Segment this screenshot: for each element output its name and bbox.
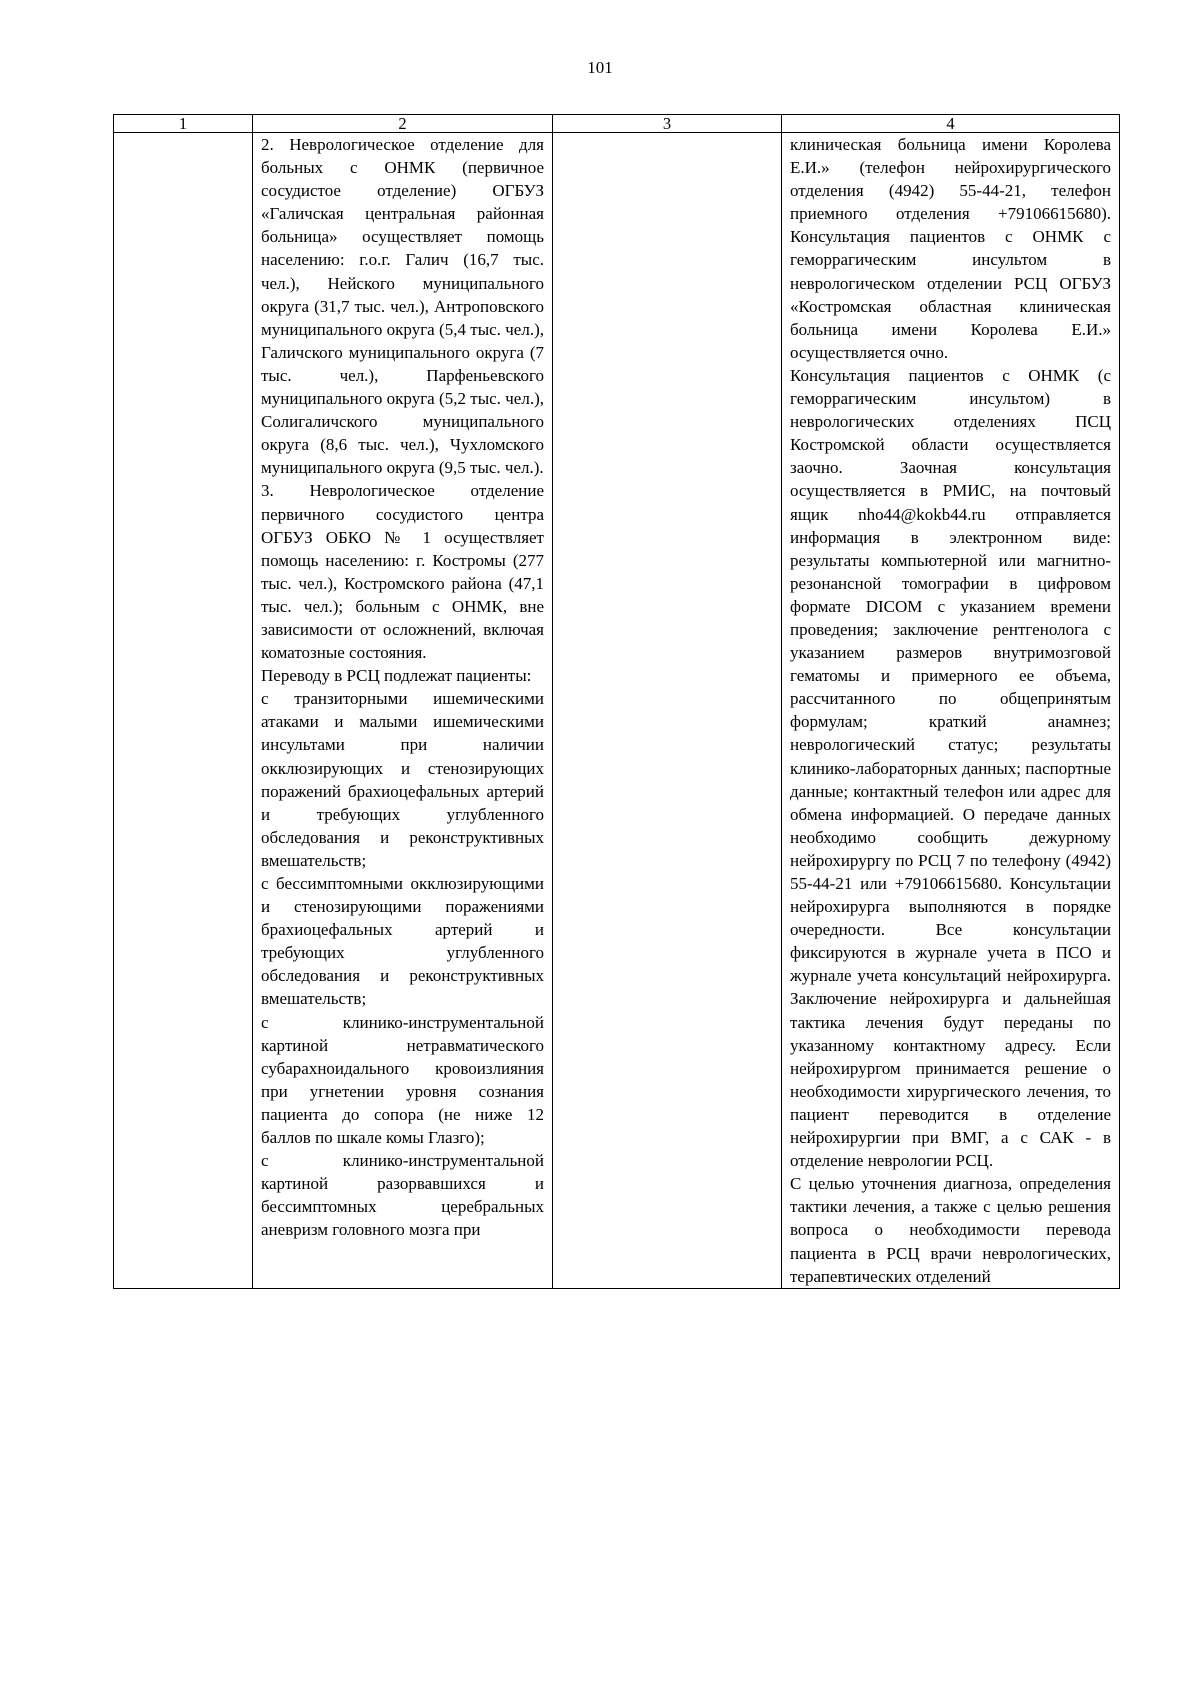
column-number-3: 3 bbox=[553, 115, 782, 133]
column-number-1: 1 bbox=[114, 115, 253, 133]
col2-paragraph: с бессимптомными окклюзирующими и стенозирующими поражениями брахиоцефальных артерий и требующих углубленного обследования и реконструктивных вмешательств; bbox=[261, 874, 544, 1009]
col2-paragraph: с транзиторными ишемическими атаками и малыми ишемическими инсультами при наличии окклюзирующих и стенозирующих поражений брахиоцефальных артерий и требующих углубленного обследования и реконструктивных вмешательств; bbox=[261, 689, 544, 870]
column-2-text bbox=[261, 133, 544, 1242]
col2-paragraph: 3. Неврологическое отделение первичного сосудистого центра ОГБУЗ ОБКО № 1 осуществляет помощь населению: г. Костромы (277 тыс. чел.), Костромского района (47,1 тыс. чел.); больным с ОНМК, вне зависимости от осложнений, включая коматозные состояния. bbox=[261, 481, 544, 663]
column-number-4: 4 bbox=[782, 115, 1120, 133]
col2-paragraph: с клинико-инструментальной картиной нетравматического субарахноидального кровоизлияния при угнетении уровня сознания пациента до сопора (не ниже 12 баллов по шкале комы Глазго); bbox=[261, 1012, 544, 1148]
column-3-cell bbox=[553, 133, 782, 1289]
col4-paragraph: Консультация пациентов с ОНМК (с геморрагическим инсультом) в неврологических отделениях ПСЦ Костромской области осуществляется заочно. Заочная консультация осуществляется в РМИС, на почтовый ящик nho44@kokb44.ru отправляется информация в электронном виде: результаты компьютерной или магнитно-резонансной томографии в цифровом формате DICOM с указанием времени проведения; заключение рентгенолога с указанием размеров внутримозговой гематомы и примерного ее объема, рассчитанного по общепринятым формулам; краткий анамнез; неврологический статус; результаты клинико-лабораторных данных; паспортные данные; контактный телефон или адрес для обмена информацией. О передаче данных необходимо сообщить дежурному нейрохирургу по РСЦ 7 по телефону (4942) 55-44-21 или +79106615680. Консультации нейрохирурга выполняются в порядке очередности. Все консультации фиксируются в журнале учета в ПСО и журнале учета консультаций нейрохирурга. Заключение нейрохирурга и дальнейшая тактика лечения будут переданы по указанному контактному адресу. Если нейрохирургом принимается решение о необходимости хирургического лечения, то пациент переводится в отделение нейрохирургии при ВМГ, а с САК - в отделение неврологии РСЦ. bbox=[790, 365, 1111, 1171]
document-table bbox=[113, 114, 1120, 1289]
table-row bbox=[114, 133, 1120, 1289]
col2-paragraph: 2. Неврологическое отделение для больных с ОНМК (первичное сосудистое отделение) ОГБУЗ «Галичская центральная районная больница» осуществляет помощь населению: г.о.г. Галич (16,7 тыс. чел.), Нейского муниципального округа (31,7 тыс. чел.), Антроповского муниципального округа (5,4 тыс. чел.), Галичского муниципального округа (7 тыс. чел.), Парфеньевского муниципального округа (5,2 тыс. чел.), Солигаличского муниципального округа (8,6 тыс. чел.), Чухломского муниципального округа (9,5 тыс. чел.). bbox=[261, 135, 544, 478]
table-header-row bbox=[114, 115, 1120, 133]
column-4-text bbox=[790, 133, 1111, 1288]
column-number-2: 2 bbox=[253, 115, 553, 133]
col4-paragraph: С целью уточнения диагноза, определения тактики лечения, а также с целью решения вопроса о необходимости перевода пациента в РСЦ врачи неврологических, терапевтических отделений bbox=[790, 1174, 1111, 1286]
col2-paragraph: с клинико-инструментальной картиной разорвавшихся и бессимптомных церебральных аневризм головного мозга при bbox=[261, 1151, 544, 1240]
column-1-cell bbox=[114, 133, 253, 1289]
column-2-cell bbox=[253, 133, 553, 1289]
col2-paragraph: Переводу в РСЦ подлежат пациенты: bbox=[261, 666, 532, 686]
col4-paragraph: клиническая больница имени Королева Е.И.» (телефон нейрохирургического отделения (4942) 55-44-21, телефон приемного отделения +79106615680). Консультация пациентов с ОНМК с геморрагическим инсультом в неврологическом отделении РСЦ ОГБУЗ «Костромская областная клиническая больница имени Королева Е.И.» осуществляется очно. bbox=[790, 135, 1111, 362]
page-number: 101 bbox=[587, 58, 613, 77]
column-4-cell bbox=[782, 133, 1120, 1289]
